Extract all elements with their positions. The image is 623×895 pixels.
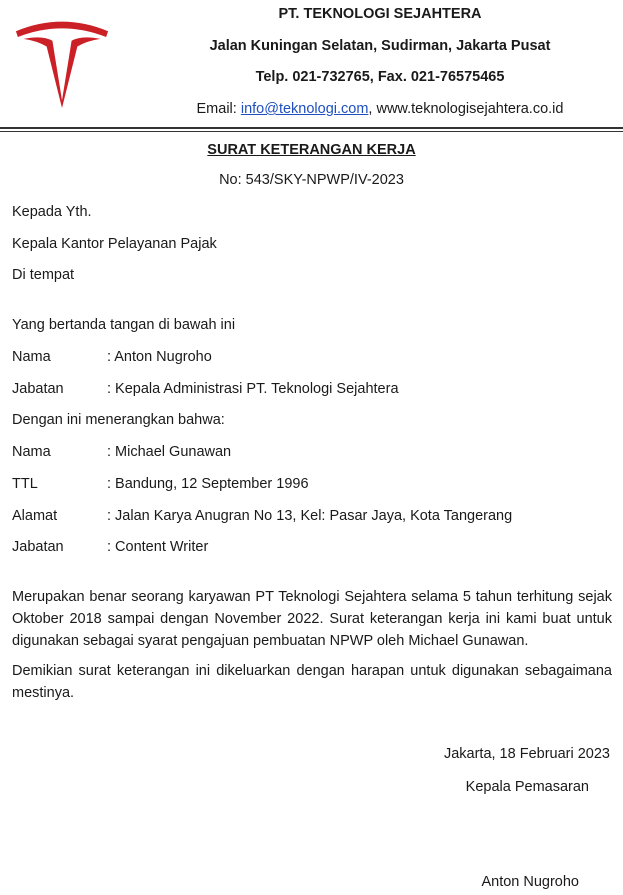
website-separator: , — [368, 101, 377, 117]
recipient-place: Di tempat — [12, 267, 75, 283]
logo-stem — [24, 37, 101, 108]
employee-ttl-label: TTL — [12, 476, 38, 492]
company-name: PT. TEKNOLOGI SEJAHTERA — [278, 6, 482, 22]
signer-name-label: Nama — [12, 349, 51, 365]
declare-text: Dengan ini menerangkan bahwa: — [12, 412, 225, 428]
employee-position-value: : Content Writer — [107, 539, 209, 555]
employee-address-label: Alamat — [12, 508, 58, 524]
recipient-greeting: Kepada Yth. — [12, 204, 92, 220]
email-link[interactable]: info@teknologi.com — [240, 101, 369, 117]
header-divider-thick — [0, 127, 623, 129]
email-label: Email: — [196, 101, 241, 117]
company-logo — [14, 12, 110, 108]
company-contact — [140, 101, 620, 117]
signature-name: Anton Nugroho — [481, 874, 579, 890]
recipient-office: Kepala Kantor Pelayanan Pajak — [12, 236, 217, 252]
employee-ttl-value: : Bandung, 12 September 1996 — [107, 476, 309, 492]
body-paragraph-1: Merupakan benar seorang karyawan PT Teknologi Sejahtera selama 5 tahun terhitung sejak Oktober 2018 sampai dengan November 2022. Surat keterangan kerja ini kami buat untuk digunakan sebagai syarat pengajuan pembuatan NPWP oleh Michael Gunawan. — [12, 589, 612, 649]
body-paragraph-2: Demikian surat keterangan ini dikeluarkan dengan harapan untuk digunakan sebagaimana mestinya. — [12, 663, 612, 701]
signer-name-value: : Anton Nugroho — [107, 349, 212, 365]
signature-title: Kepala Pemasaran — [465, 779, 589, 795]
letter-title: SURAT KETERANGAN KERJA — [207, 142, 416, 158]
header-divider-thin — [0, 131, 623, 132]
company-phone-fax: Telp. 021-732765, Fax. 021-76575465 — [255, 69, 505, 85]
signer-position-label: Jabatan — [12, 381, 64, 397]
intro-text: Yang bertanda tangan di bawah ini — [12, 317, 236, 333]
company-address: Jalan Kuningan Selatan, Sudirman, Jakarta Pusat — [209, 38, 551, 54]
website-text: www.teknologisejahtera.co.id — [376, 101, 564, 117]
employee-name-label: Nama — [12, 444, 51, 460]
employee-address-value: : Jalan Karya Anugran No 13, Kel: Pasar Jaya, Kota Tangerang — [107, 508, 513, 524]
logo-arch — [16, 22, 108, 37]
place-date: Jakarta, 18 Februari 2023 — [443, 746, 610, 762]
employee-name-value: : Michael Gunawan — [107, 444, 232, 460]
letter-number: No: 543/SKY-NPWP/IV-2023 — [219, 172, 404, 188]
employee-position-label: Jabatan — [12, 539, 64, 555]
signer-position-value: : Kepala Administrasi PT. Teknologi Sejahtera — [107, 381, 399, 397]
